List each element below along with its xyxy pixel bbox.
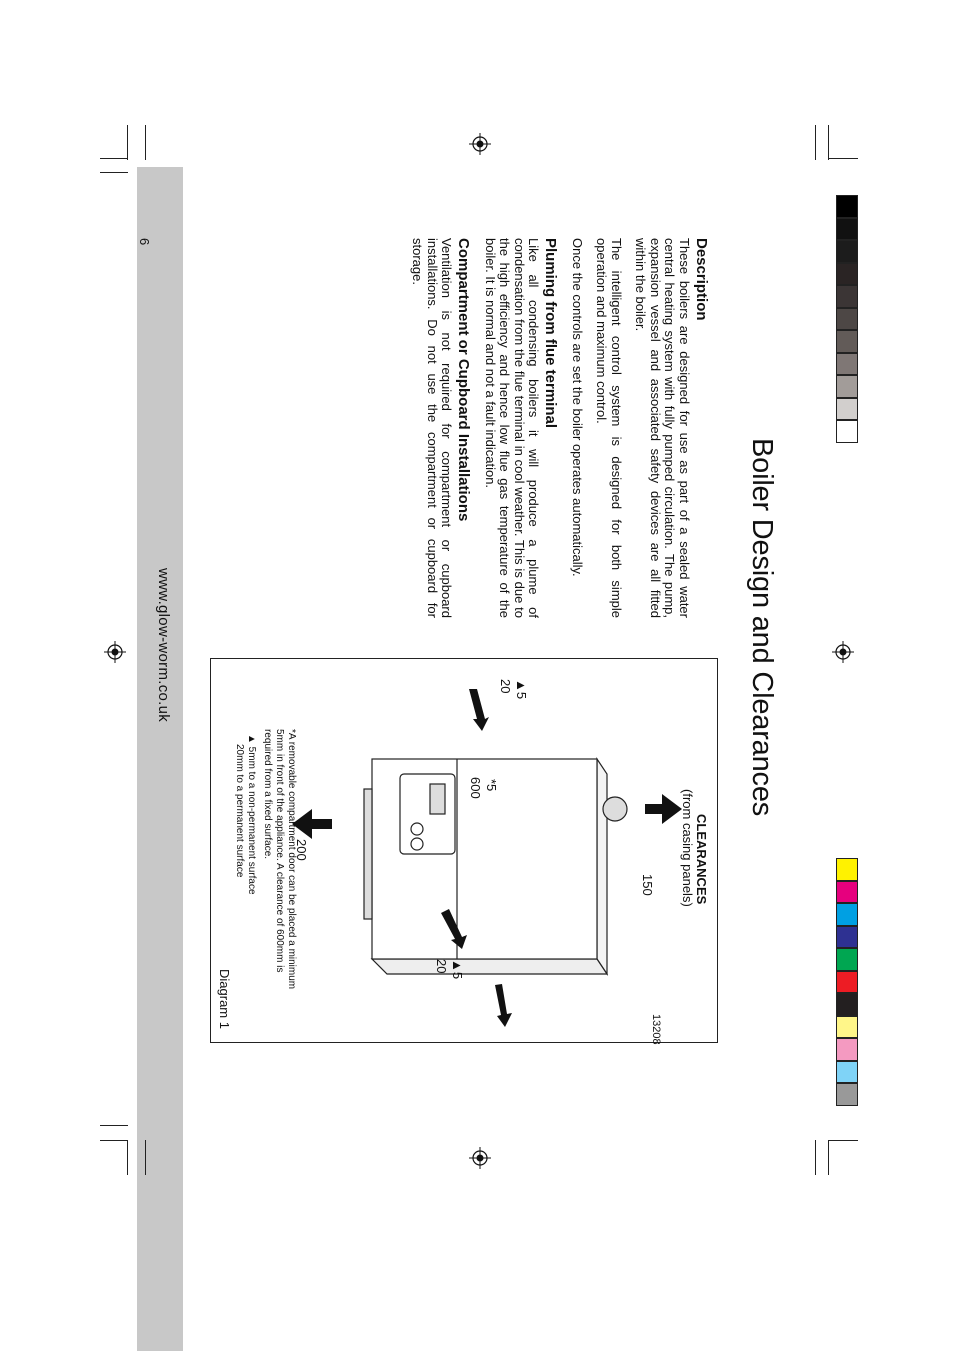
color-swatch [836,195,858,218]
left-clearance-b: 20 [498,679,513,694]
color-swatch [836,1016,858,1039]
color-swatch [836,240,858,263]
diagram-caption: Diagram 1 [217,969,232,1029]
color-swatch [836,881,858,904]
crop-mark [100,1140,128,1141]
paragraph: These boilers are designed for use as part of a sealed water central heating system with fully pumped circulation. The pump, expansion vessel and associated safety devices are all fitted within the boiler. [633,238,692,618]
crop-mark [100,172,128,173]
section-compartment [410,238,473,618]
page-title: Boiler Design and Clearances [746,438,778,817]
color-swatch [836,993,858,1016]
crop-mark [815,125,816,160]
diagram-title: CLEARANCES [694,814,709,905]
top-clearance-value: 150 [640,874,655,896]
registration-mark-icon [832,641,854,663]
color-swatch [836,308,858,331]
section-pluming [483,238,560,618]
bottom-clearance-value: 200 [294,839,309,861]
crop-mark [828,1140,829,1175]
crop-mark [828,125,829,160]
margin-bar [137,167,183,1351]
color-swatch [836,1083,858,1106]
crop-mark [100,1125,128,1126]
section-heading: Pluming from flue terminal [542,238,560,429]
color-swatch [836,903,858,926]
color-swatch [836,926,858,949]
crop-mark [815,1140,816,1175]
crop-mark [145,1140,146,1175]
section-heading: Compartment or Cupboard Installations [455,238,473,522]
color-swatch [836,398,858,421]
triangle-note-b: 20mm to a permanent surface [234,744,245,878]
section-heading: Description [693,238,710,321]
process-color-bar [836,858,858,1106]
right-clearance-a: ▲5 [450,959,465,980]
color-swatch [836,285,858,308]
front-clearance-star: *5 [484,779,499,792]
color-swatch [836,375,858,398]
diagram-subtitle: (from casing panels) [680,789,695,907]
registration-mark-icon [469,1147,491,1169]
triangle-note-a: ▲ 5mm to a non-permanent surface [246,734,257,895]
right-clearance-b: 20 [434,959,449,974]
color-swatch [836,971,858,994]
front-clearance-value: 600 [468,777,483,799]
crop-mark [127,125,128,160]
crop-mark [828,158,858,159]
color-swatch [836,420,858,443]
registration-mark-icon [104,641,126,663]
rotated-page-content [217,238,778,1058]
left-clearance-a: ▲5 [514,679,529,700]
section-description [570,238,711,618]
crop-mark [828,1140,858,1141]
color-swatch [836,263,858,286]
drawing-ref: 13208 [650,1014,662,1045]
clearances-diagram [210,658,718,1043]
color-swatch [836,1038,858,1061]
paragraph: Like all condensing boilers it will produce a plume of condensation from the flue terminal in cool weather. This is due to the high efficiency and hence low flue gas temperature of the boiler. It is normal and not a fault indication. [483,238,542,618]
top-clearance-arrow [645,794,682,824]
registration-mark-icon [469,133,491,155]
left-side-arrow [495,984,512,1027]
paragraph: The intelligent control system is designed for both simple operation and maximum control. [594,238,624,618]
bottom-clearance-arrow [292,809,332,839]
color-swatch [836,330,858,353]
star-note: *A removable compartment door can be placed a minimum 5mm in front of the appliance. A clearance of 600mm is required from a fixed surface. [262,729,297,990]
color-swatch [836,353,858,376]
color-swatch [836,948,858,971]
crop-mark [127,1140,128,1175]
color-swatch [836,1061,858,1084]
crop-mark [145,125,146,160]
page-number: 6 [137,238,152,246]
grayscale-bar [836,195,858,443]
paragraph: Once the controls are set the boiler operates automatically. [570,238,585,577]
color-swatch [836,218,858,241]
text-column [400,238,710,618]
paragraph: Ventilation is not required for compartment or cupboard installations. Do not use the compartment or cupboard for storage. [410,238,455,618]
color-swatch [836,858,858,881]
footer-url: www.glow-worm.co.uk [155,568,172,723]
crop-mark [100,158,128,159]
right-side-arrow [469,689,489,731]
